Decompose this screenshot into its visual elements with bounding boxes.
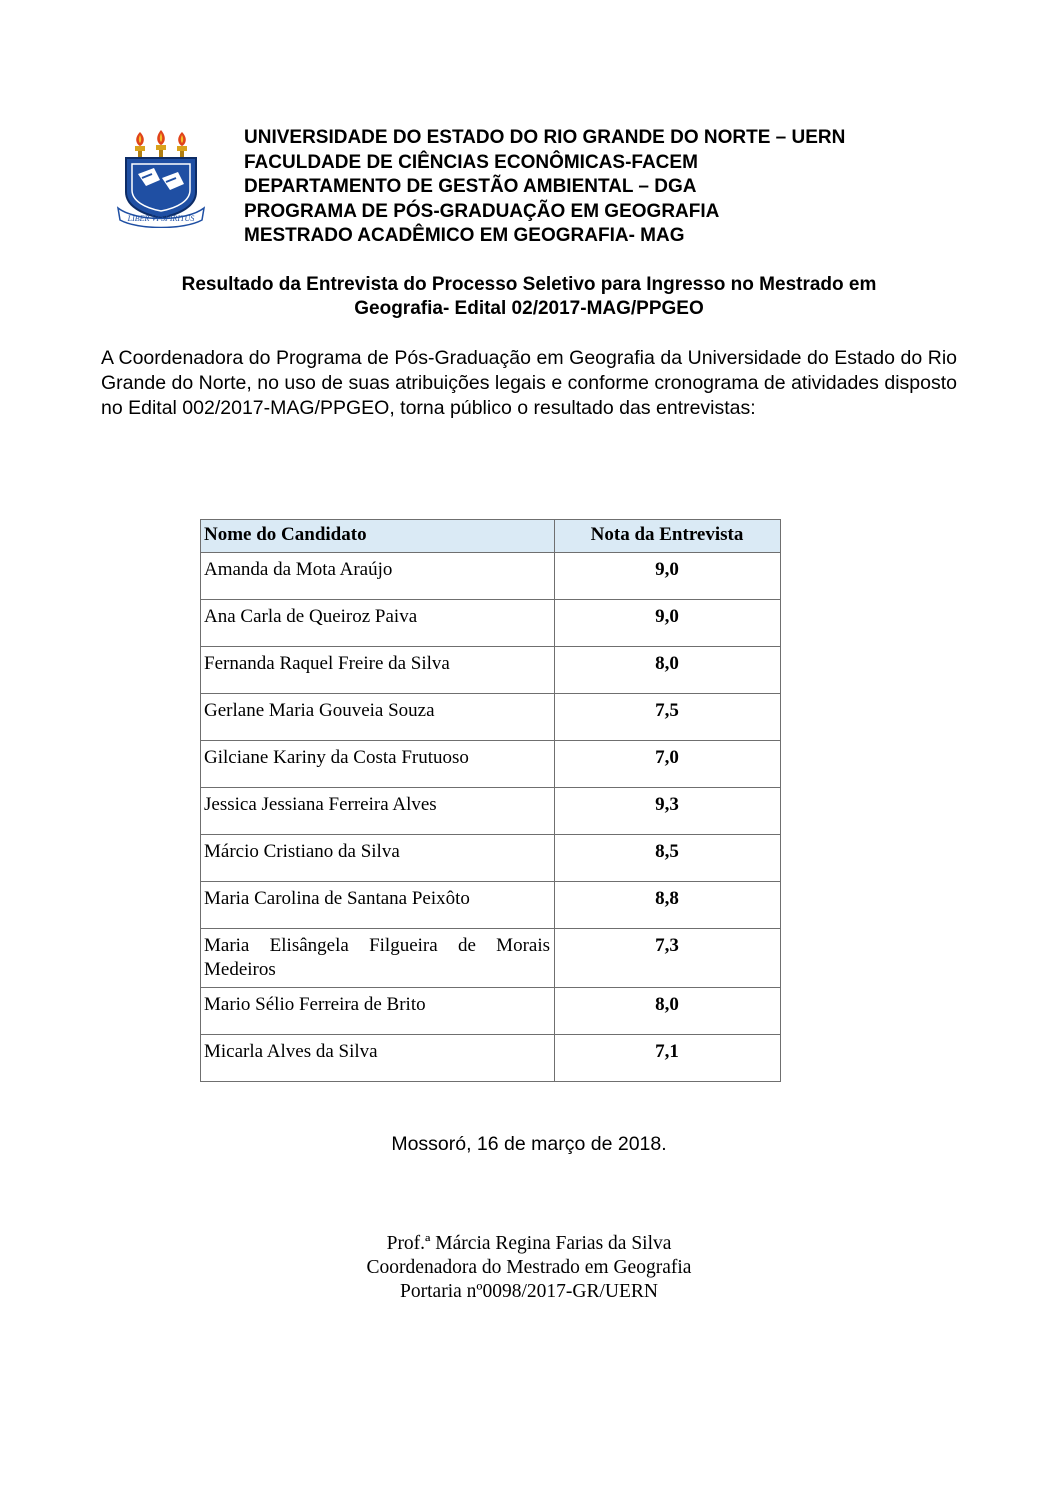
interview-score: 7,5 bbox=[555, 694, 781, 741]
interview-score: 8,0 bbox=[555, 988, 781, 1035]
header-line-masters: MESTRADO ACADÊMICO EM GEOGRAFIA- MAG bbox=[244, 225, 685, 246]
header-line-faculty: FACULDADE DE CIÊNCIAS ECONÔMICAS-FACEM bbox=[244, 151, 698, 173]
column-header-name: Nome do Candidato bbox=[201, 520, 555, 553]
candidate-name: Fernanda Raquel Freire da Silva bbox=[201, 647, 555, 694]
table-row bbox=[201, 882, 781, 929]
torches-icon bbox=[135, 130, 187, 159]
interview-score: 7,1 bbox=[555, 1035, 781, 1082]
interview-score: 8,0 bbox=[555, 647, 781, 694]
column-header-score: Nota da Entrevista bbox=[555, 520, 781, 553]
interview-score: 7,0 bbox=[555, 741, 781, 788]
table-row bbox=[201, 553, 781, 600]
table-row bbox=[201, 600, 781, 647]
candidate-name: Gilciane Kariny da Costa Frutuoso bbox=[201, 741, 555, 788]
candidate-name: Gerlane Maria Gouveia Souza bbox=[201, 694, 555, 741]
table-row bbox=[201, 835, 781, 882]
interview-score: 9,0 bbox=[555, 553, 781, 600]
candidate-name: Jessica Jessiana Ferreira Alves bbox=[201, 788, 555, 835]
header-line-department: DEPARTAMENTO DE GESTÃO AMBIENTAL – DGA bbox=[244, 176, 697, 197]
table-row bbox=[201, 988, 781, 1035]
interview-score: 7,3 bbox=[555, 929, 781, 988]
candidate-name: Ana Carla de Queiroz Paiva bbox=[201, 600, 555, 647]
candidate-name: Márcio Cristiano da Silva bbox=[201, 835, 555, 882]
logo-motto: LIBER VI SPIRITUS bbox=[127, 214, 195, 223]
table-row bbox=[201, 647, 781, 694]
interview-score: 8,8 bbox=[555, 882, 781, 929]
candidate-name: Maria Elisângela Filgueira de Morais Medeiros bbox=[201, 929, 555, 988]
interview-score: 8,5 bbox=[555, 835, 781, 882]
header-line-program: PROGRAMA DE PÓS-GRADUAÇÃO EM GEOGRAFIA bbox=[244, 200, 720, 222]
table-header-row bbox=[201, 520, 781, 553]
document-title-line-1: Resultado da Entrevista do Processo Seletivo para Ingresso no Mestrado em bbox=[181, 274, 877, 295]
signer-ordinance: Portaria nº0098/2017-GR/UERN bbox=[400, 1281, 658, 1302]
candidate-name: Micarla Alves da Silva bbox=[201, 1035, 555, 1082]
interview-score: 9,3 bbox=[555, 788, 781, 835]
signer-name: Prof.ª Márcia Regina Farias da Silva bbox=[386, 1233, 672, 1254]
document-title bbox=[100, 273, 958, 321]
institution-header bbox=[244, 126, 845, 249]
results-table bbox=[200, 519, 781, 1082]
candidate-name: Amanda da Mota Araújo bbox=[201, 553, 555, 600]
table-row bbox=[201, 929, 781, 988]
uern-crest-icon bbox=[116, 130, 206, 228]
header-line-university: UNIVERSIDADE DO ESTADO DO RIO GRANDE DO NORTE – UERN bbox=[244, 127, 846, 148]
table-row bbox=[201, 1035, 781, 1082]
interview-score: 9,0 bbox=[555, 600, 781, 647]
signer-role: Coordenadora do Mestrado em Geografia bbox=[366, 1257, 692, 1278]
table-row bbox=[201, 741, 781, 788]
document-title-line-2: Geografia- Edital 02/2017-MAG/PPGEO bbox=[354, 298, 704, 319]
table-row bbox=[201, 788, 781, 835]
signature-block bbox=[229, 1232, 829, 1304]
intro-paragraph: A Coordenadora do Programa de Pós-Graduação em Geografia da Universidade do Estado do Rio Grande do Norte, no uso de suas atribuições legais e conforme cronograma de atividades disposto no Edital 002/2017-MAG/PPGEO, torna público o resultado das entrevistas: bbox=[101, 347, 957, 419]
place-and-date: Mossoró, 16 de março de 2018. bbox=[391, 1133, 667, 1155]
uern-logo bbox=[116, 130, 206, 228]
table-row bbox=[201, 694, 781, 741]
candidate-name: Maria Carolina de Santana Peixôto bbox=[201, 882, 555, 929]
candidate-name: Mario Sélio Ferreira de Brito bbox=[201, 988, 555, 1035]
